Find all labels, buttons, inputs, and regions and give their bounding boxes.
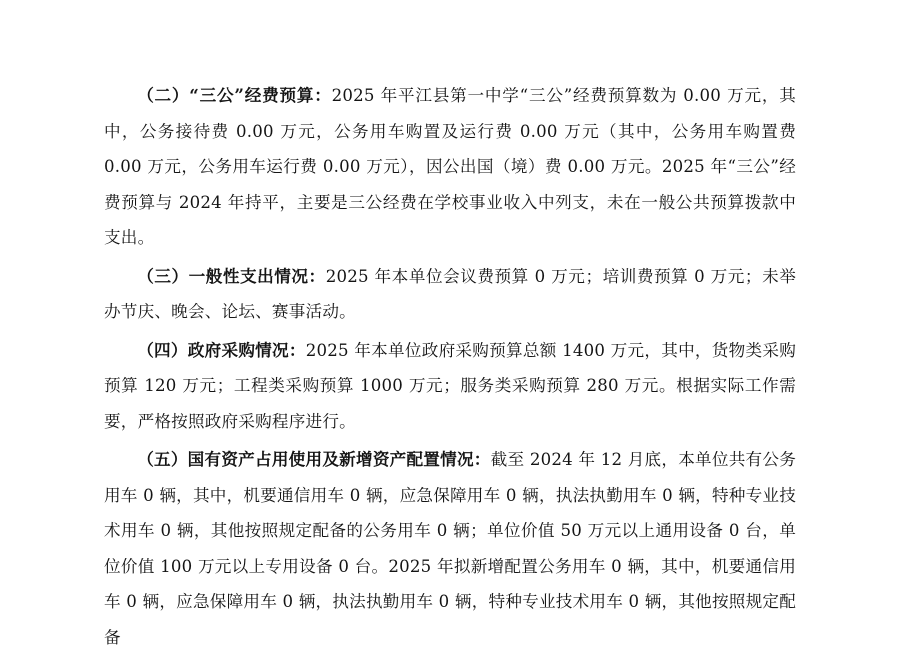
paragraph-lead-label: （三）一般性支出情况： — [137, 265, 326, 286]
paragraph-body-text: 2025 年本单位政府采购预算总额 1400 万元，其中，货物类采购预算 120 万元；工程类采购预算 1000 万元；服务类采购预算 280 万元。根据实际工作需要，严格按照政府采购程序进行。 — [104, 340, 796, 431]
paragraph-body-text: 截至 2024 年 12 月底，本单位共有公务用车 0 辆，其中，机要通信用车 0 辆，应急保障用车 0 辆，执法执勤用车 0 辆，特种专业技术用车 0 辆，其他按照规定配备的公务用车 0 辆；单位价值 50 万元以上通用设备 0 台，单位价值 100 万元以上专用设备 0 台。2025 年拟新增配置公务用车 0 辆，其中，机要通信用车 0 辆，应急保障用车 0 辆，执法执勤用车 0 辆，特种专业技术用车 0 辆，其他按照规定配备 — [104, 450, 796, 647]
paragraph-lead-label: （四）政府采购情况： — [137, 339, 306, 360]
paragraph-body-text: 2025 年本单位会议费预算 0 万元；培训费预算 0 万元；未举办节庆、晚会、论坛、赛事活动。 — [104, 266, 796, 321]
paragraph-general-expense — [104, 259, 796, 330]
paragraph-state-assets — [104, 442, 796, 655]
paragraph-sangong-budget — [104, 78, 796, 256]
paragraph-lead-label: （五）国有资产占用使用及新增资产配置情况： — [137, 449, 491, 469]
paragraph-lead-label: （二）“三公”经费预算： — [137, 85, 332, 105]
paragraph-body-text: 2025 年平江县第一中学“三公”经费预算数为 0.00 万元，其中，公务接待费 0.00 万元，公务用车购置及运行费 0.00 万元（其中，公务用车购置费 0.00 万元，公务用车运行费 0.00 万元），因公出国（境）费 0.00 万元。2025 年“三公”经费预算与 2024 年持平，主要是三公经费在学校事业收入中列支，未在一般公共预算拨款中支出。 — [104, 86, 796, 247]
paragraph-government-procurement — [104, 333, 796, 440]
